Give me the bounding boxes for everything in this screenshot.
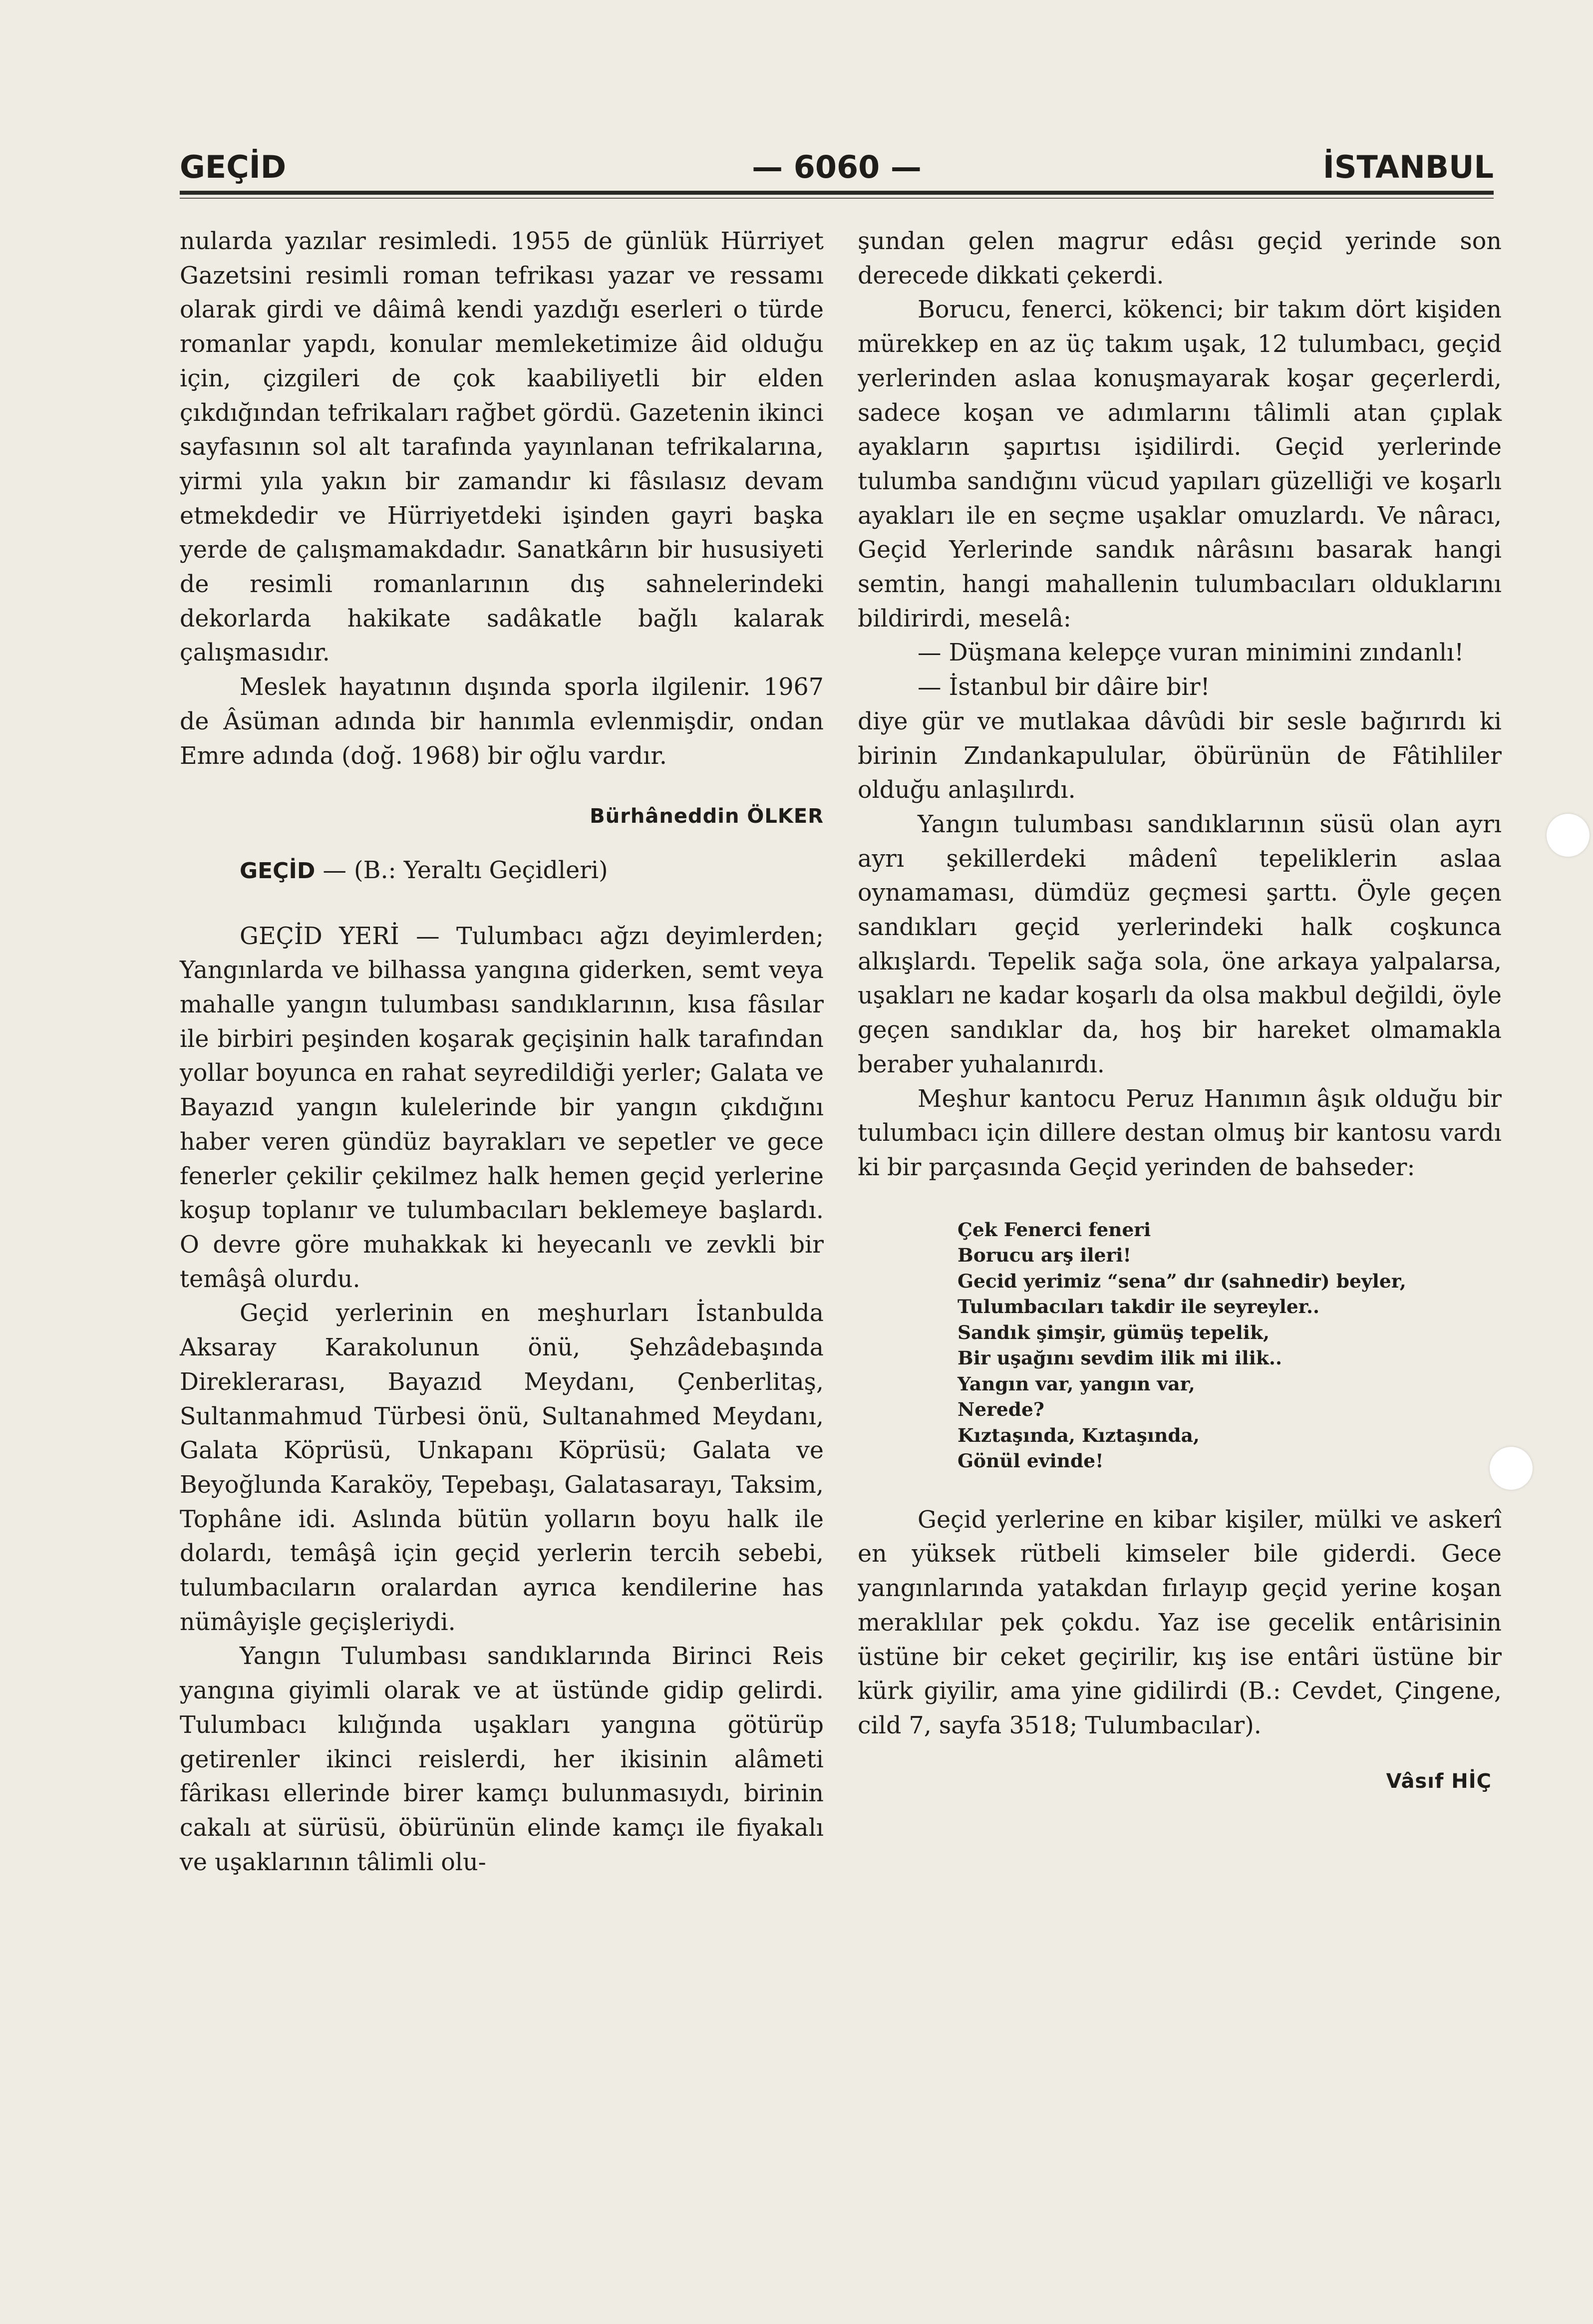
header-right-title: İSTANBUL [1322,149,1494,185]
paragraph: Borucu, fenerci, kökenci; bir takım dört kişiden mürekkep en az üç takım uşak, 12 tulumbacı, geçid yerlerinden aslaa konuşmayarak koşar geçerlerdi, sadece koşan ve adımlarını tâlimli atan çıplak ayakların şapırtısı işidilirdi. Geçid yerlerinde tulumba sandığını vücud yapıları güzelliği ve koşarlı ayakları ile en seçme uşaklar omuzlardı. Ve nâracı, Geçid Yerlerinde sandık nârâsını basarak hangi semtin, hangi mahallenin tulumbacıları olduklarını bildirirdi, meselâ: [858,296,1502,633]
header-rule-thin [180,198,1494,199]
paragraph: nularda yazılar resimledi. 1955 de günlük Hürriyet Gazetsini resimli roman tefrikası yazar ve ressamı olarak girdi ve dâimâ kendi yazdığı eserleri o türde romanlar yapdı, konular memleketimize âid olduğu için, çizgileri de çok kaabiliyetli bir elden çıkdığından tefrikaları rağbet gördü. Gazetenin ikinci sayfasının sol alt tarafında yayınlanan tefrikalarına, yirmi yıla yakın bir zamandır ki fâsılasız devam etmekdedir ve Hürriyetdeki işinden gayri başka yerde de çalışmamakdadır. Sanatkârın bir hususiyeti de resimli romanlarının dış sahnelerindeki dekorlarda hakikate sadâkatle bağlı kalarak çalışmasıdır. [180,228,824,667]
poem-line: Gönül evinde! [957,1450,1104,1472]
running-header [180,144,1494,189]
left-column [180,225,824,1880]
poem-line: Yangın var, yangın var, [957,1372,1195,1395]
header-rule [180,191,1494,195]
poem-line: Bir uşağını sevdim ilik mi ilik.. [957,1347,1282,1369]
poem-line: Borucu arş ileri! [957,1244,1131,1267]
paragraph: diye gür ve mutlakaa dâvûdi bir sesle bağırırdı ki birinin Zındankapulular, öbürünün de Fâtihliler olduğu anlaşılırdı. [858,707,1502,804]
paragraph: Yangın Tulumbası sandıklarında Birinci Reis yangına giyimli olarak ve at üstünde gidip gelirdi. Tulumbacı kılığında uşakları yangına götürüp getirenler ikinci reislerdi, her ikisinin alâmeti fârikası ellerinde birer kamçı bulunmasıydı, birinin cakalı at sürüsü, öbürünün elinde kamçı ile fiyakalı ve uşaklarının tâlimli olu- [180,1643,824,1876]
spacer [180,889,824,920]
entry-headword: GEÇİD [240,858,316,884]
entry-geçid [180,854,824,889]
paragraph: Geçid yerlerinin en meşhurları İstanbulda Aksaray Karakolunun önü, Şehzâdebaşında Direklerarası, Bayazıd Meydanı, Çenberlitaş, Sultanmahmud Türbesi önü, Sultanahmed Meydanı, Galata Köprüsü, Unkapanı Köprüsü; Galata ve Beyoğlunda Karaköy, Tepebaşı, Galatasarayı, Taksim, Tophâne idi. Aslında bütün yolların boyu halk ile dolardı, temâşâ için geçid yerlerin tercih sebebi, tulumbacıların oralardan ayrıca kendilerine has nümâyişle geçişleriydi. [180,1300,824,1636]
poem-line: Nerede? [957,1398,1044,1421]
poem-line: Tulumbacıları takdir ile seyreyler.. [957,1296,1320,1318]
quote-line: — Düşmana kelepçe vuran minimini zındanlı! [918,639,1464,667]
paragraph: Yangın tulumbası sandıklarının süsü olan ayrı ayrı şekillerdeki mâdenî tepeliklerin aslaa oynamaması, dümdüz geçmesi şarttı. Öyle geçen sandıkları geçid yerlerindeki halk coşkunca alkışlardı. Tepelik sağa sola, öne arkaya yalpalarsa, uşakları ne kadar koşarlı da olsa makbul değildi, öyle geçen sandıklar da, hoş bir hareket olmamakla beraber yuhalanırdı. [858,810,1502,1078]
quote-line: — İstanbul bir dâire bir! [918,673,1210,701]
paragraph: şundan gelen magrur edâsı geçid yerinde son derecede dikkati çekerdi. [858,228,1502,290]
poem-line: Gecid yerimiz “sena” dır (sahnedir) beyler, [957,1270,1406,1292]
author-signature: Bürhâneddin ÖLKER [590,805,824,828]
paragraph: Meşhur kantocu Peruz Hanımın âşık olduğu bir tulumbacı için dillere destan olmuş bir kantosu vardı ki bir parçasında Geçid yerinden de bahseder: [858,1085,1502,1181]
punch-hole [1547,814,1590,857]
kanto-poem [957,1217,1502,1474]
entry-text: — (B.: Yeraltı Geçidleri) [315,856,608,884]
poem-line: Sandık şimşir, gümüş tepelik, [957,1321,1270,1343]
paragraph: Geçid yerlerine en kibar kişiler, mülki ve askerî en yüksek rütbeli kimseler bile giderdi. Gece yangınlarında yatakdan fırlayıp geçid yerine koşan meraklılar pek çokdu. Yaz ise gecelik entârisinin üstüne bir ceket geçirilir, kış ise entâri üstüne bir kürk giyilir, ama yine gidilirdi (B.: Cevdet, Çingene, cild 7, sayfa 3518; Tulumbacılar). [858,1506,1502,1739]
poem-line: Çek Fenerci feneri [957,1218,1151,1241]
author-signature: Vâsıf HİÇ [1386,1769,1492,1793]
entry-geçid-yeri [180,920,824,1297]
page-number: — 6060 — [752,149,922,185]
poem-line: Kıztaşında, Kıztaşında, [957,1424,1200,1446]
paragraph: Meslek hayatının dışında sporla ilgilenir. 1967 de Âsüman adında bir hanımla evlenmişdir, ondan Emre adında (doğ. 1968) bir oğlu vardır. [180,673,824,770]
header-left-title: GEÇİD [180,149,287,185]
entry-headword: GEÇİD YERİ [240,922,399,950]
right-column [858,225,1502,1798]
entry-text: — Tulumbacı ağzı deyimlerden; Yangınlarda ve bilhassa yangına giderken, semt veya mahalle yangın tulumbası sandıklarının, kısa fâsılar ile birbiri peşinden koşarak geçişinin halk tarafından yollar boyunca en rahat seyredildiği yerler; Galata ve Bayazıd yangın kulelerinde bir yangın çıkdığını haber veren gündüz bayrakları ve sepetler ve gece fenerler çekilir çekilmez halk hemen geçid yerlerine koşup toplanır ve tulumbacıları beklemeye başlardı. O devre göre muhakkak ki heyecanlı ve zevkli bir temâşâ olurdu. [180,922,824,1293]
